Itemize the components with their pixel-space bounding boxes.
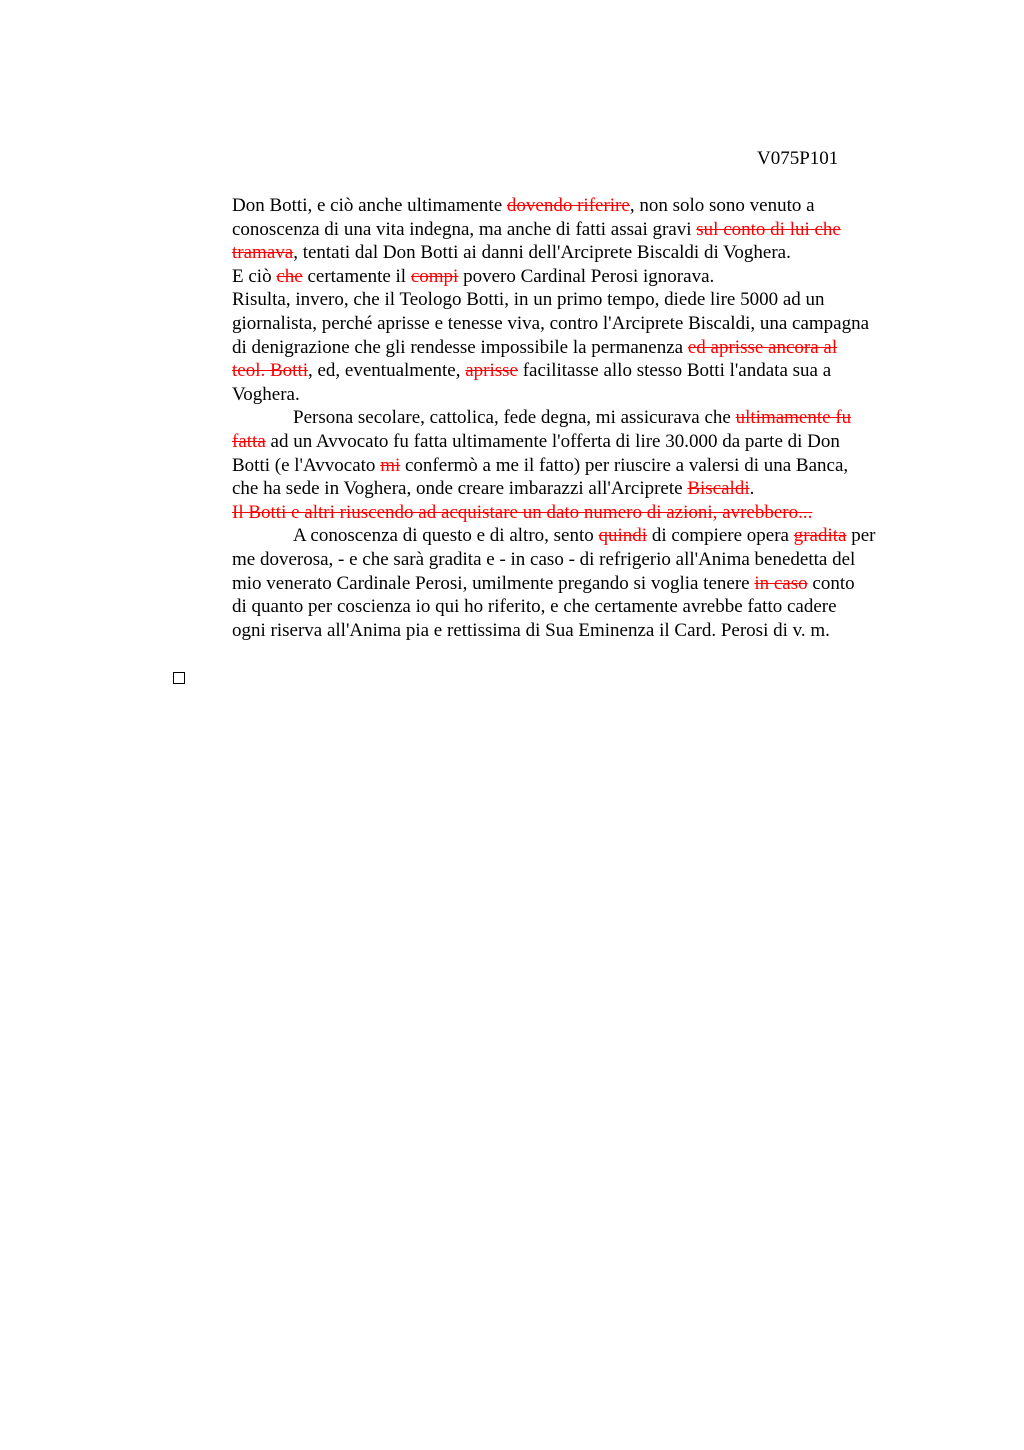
deleted-text: gradita — [793, 525, 847, 547]
text-segment: Don Botti, e ciò anche ultimamente — [232, 195, 507, 216]
deleted-text: teol. Botti — [232, 360, 308, 382]
text-segment: di denigrazione che gli rendesse impossibile la permanenza — [232, 336, 688, 358]
text-line — [232, 454, 932, 478]
text-line — [232, 477, 932, 501]
deleted-text: ed aprisse ancora al — [687, 336, 838, 358]
text-segment: A conoscenza di questo e di altro, sento — [293, 525, 599, 547]
deleted-text: aprisse — [465, 360, 518, 382]
text-segment: Voghera. — [232, 383, 300, 405]
text-line — [232, 430, 932, 454]
text-line — [232, 336, 932, 360]
text-line — [232, 501, 932, 525]
deleted-text: dovendo riferire — [506, 195, 630, 216]
deleted-text: sul conto di lui che — [696, 218, 841, 240]
text-segment: . — [749, 478, 755, 500]
text-segment: che ha sede in Voghera, onde creare imbarazzi all'Arciprete — [232, 478, 688, 500]
document-body — [232, 194, 932, 642]
text-segment: di compiere opera — [647, 525, 794, 547]
text-segment: conoscenza di una vita indegna, ma anche di fatti assai gravi — [232, 218, 697, 240]
text-segment: E ciò — [232, 265, 277, 287]
text-line — [232, 524, 932, 548]
text-segment: mio venerato Cardinale Perosi, umilmente pregando si voglia tenere — [232, 572, 755, 594]
text-line — [232, 619, 932, 643]
text-line — [232, 241, 932, 265]
text-segment: confermò a me il fatto) per riuscire a valersi di una Banca, — [400, 454, 849, 476]
text-line — [232, 359, 932, 383]
text-line — [232, 218, 932, 242]
page-identifier: V075P101 — [757, 148, 839, 169]
text-segment: ad un Avvocato fu fatta ultimamente l'offerta di lire 30.000 da parte di Don — [265, 430, 840, 452]
text-line — [232, 406, 932, 430]
deleted-text: mi — [380, 454, 401, 476]
text-segment: facilitasse allo stesso Botti l'andata sua a — [517, 360, 832, 382]
deleted-text: compi — [410, 265, 459, 287]
text-line — [232, 595, 932, 619]
text-segment: conto — [807, 572, 855, 594]
deleted-text: che — [276, 265, 303, 287]
text-line — [232, 383, 932, 407]
text-segment: Persona secolare, cattolica, fede degna, mi assicurava che — [293, 407, 736, 429]
text-segment: Botti (e l'Avvocato — [232, 454, 381, 476]
text-segment: per — [846, 525, 876, 547]
text-line — [232, 548, 932, 572]
deleted-text: fatta — [232, 430, 266, 452]
text-segment: , ed, eventualmente, — [308, 360, 466, 382]
text-segment: ogni riserva all'Anima pia e rettissima di Sua Eminenza il Card. Perosi di v. m. — [232, 619, 830, 641]
text-segment: , non solo sono venuto a — [629, 195, 815, 216]
text-segment: Risulta, invero, che il Teologo Botti, in un primo tempo, diede lire 5000 ad un — [232, 289, 825, 311]
deleted-text: Il Botti e altri riuscendo ad acquistare un dato numero di azioni, avrebbero... — [232, 501, 813, 523]
text-line — [232, 312, 932, 336]
text-line — [232, 288, 932, 312]
deleted-text: tramava — [232, 242, 294, 264]
text-line — [232, 572, 932, 596]
text-segment: povero Cardinal Perosi ignorava. — [458, 265, 715, 287]
text-segment: , tentati dal Don Botti ai danni dell'Arciprete Biscaldi di Voghera. — [293, 242, 791, 264]
deleted-text: quindi — [598, 525, 648, 547]
text-segment: di quanto per coscienza io qui ho riferito, e che certamente avrebbe fatto cadere — [232, 596, 837, 618]
text-segment: giornalista, perché aprisse e tenesse viva, contro l'Arciprete Biscaldi, una campagna — [232, 312, 870, 334]
deleted-text: Biscaldi — [687, 478, 750, 500]
deleted-text: in caso — [754, 572, 808, 594]
text-segment: me doverosa, - e che sarà gradita e - in caso - di refrigerio all'Anima benedetta del — [232, 548, 856, 570]
deleted-text: ultimamente fu — [735, 407, 852, 429]
empty-checkbox-glyph — [173, 672, 185, 684]
text-segment: certamente il — [302, 265, 411, 287]
text-line — [232, 194, 932, 218]
text-line — [232, 265, 932, 289]
